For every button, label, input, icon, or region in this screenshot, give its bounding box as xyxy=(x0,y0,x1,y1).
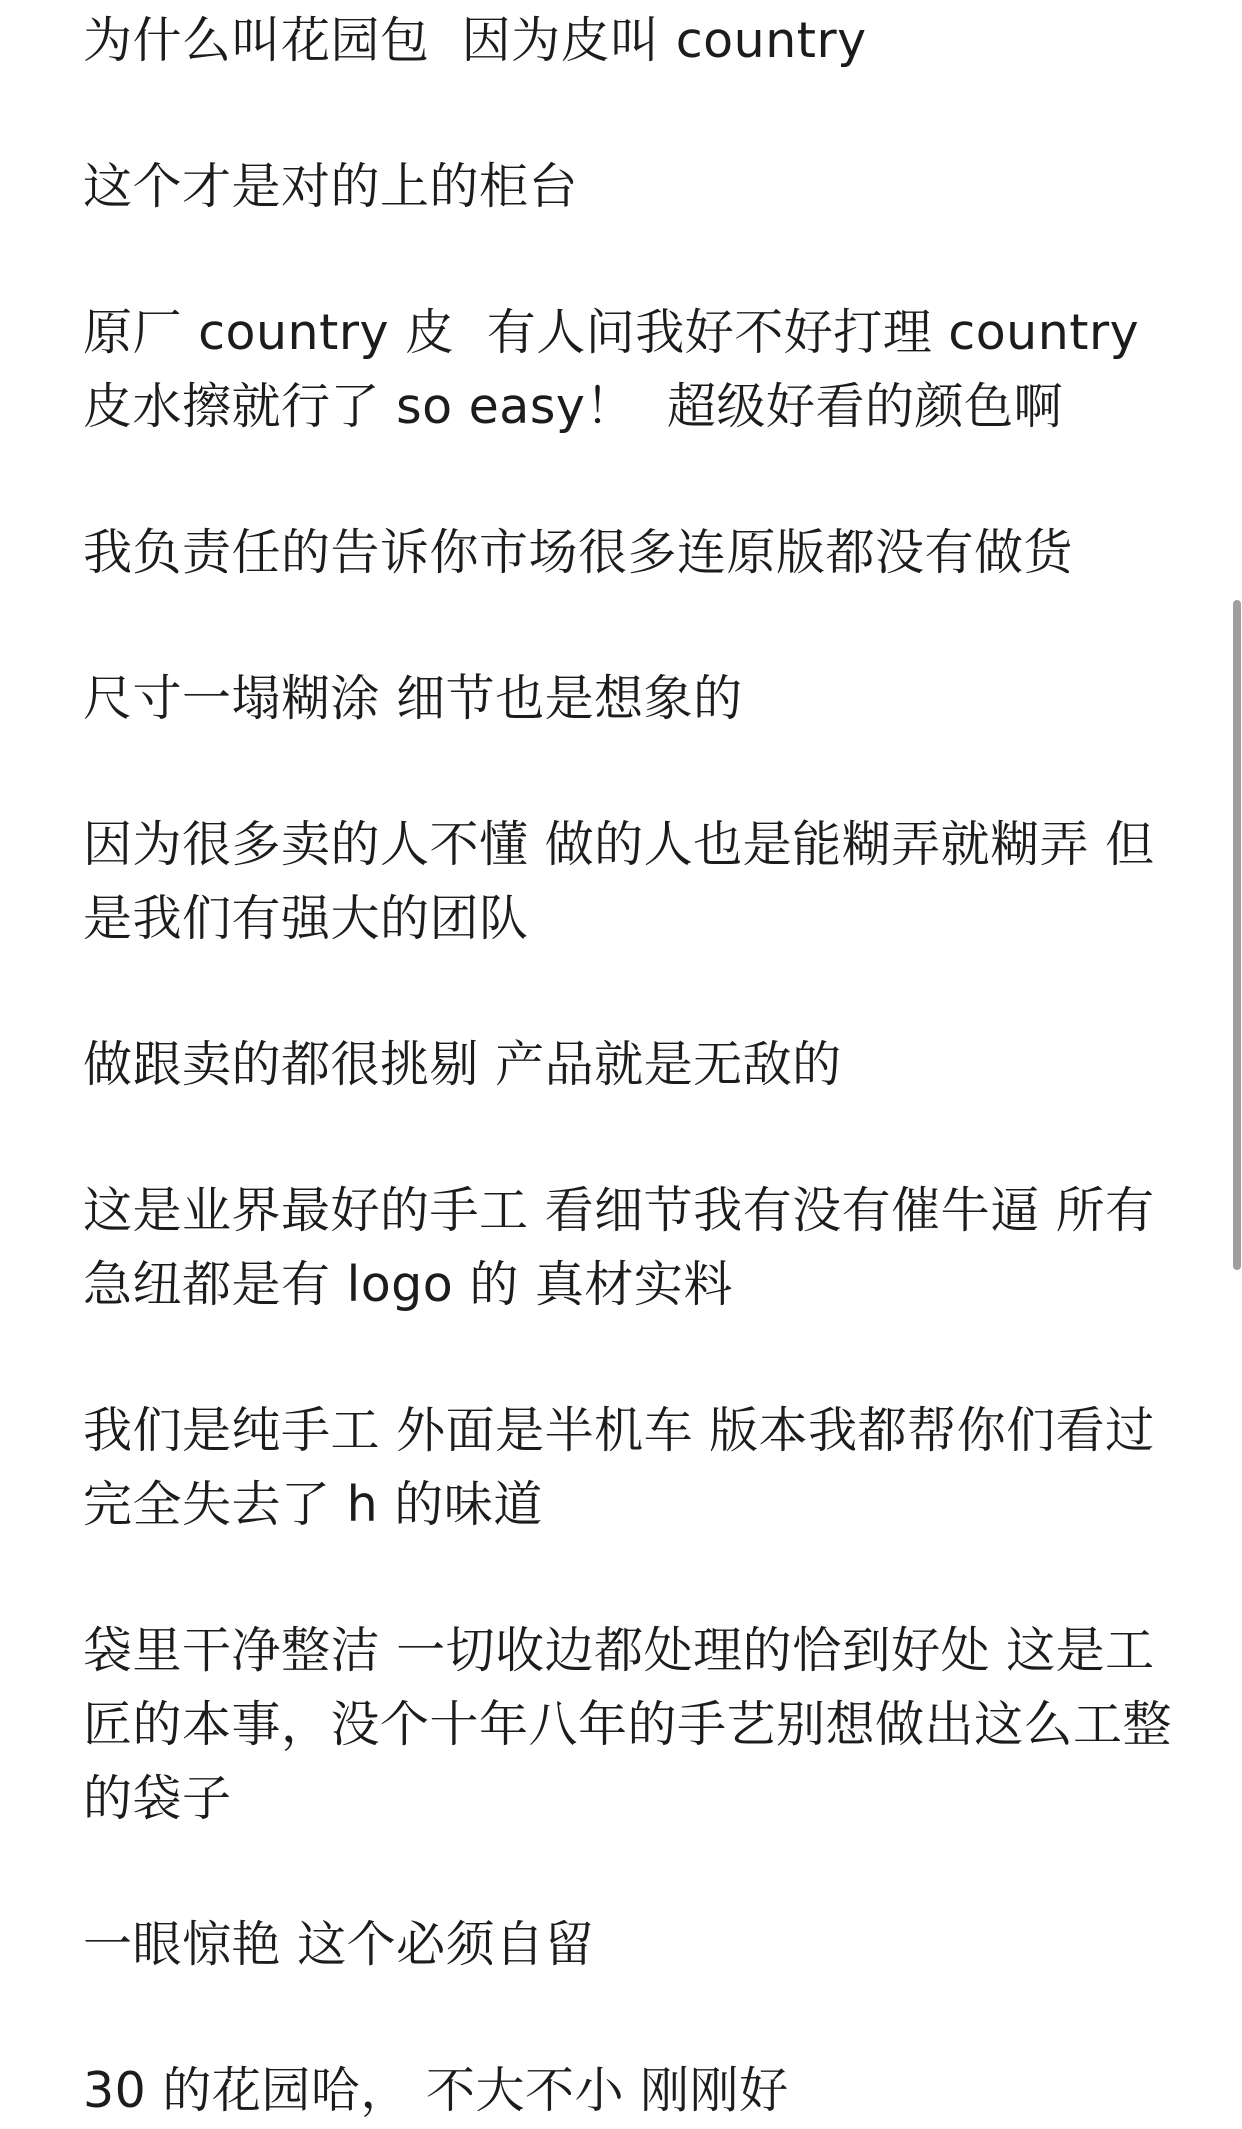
text-paragraph-1: 为什么叫花园包 因为皮叫 country xyxy=(83,12,867,69)
text-paragraph-6: 因为很多卖的人不懂 做的人也是能糊弄就糊弄 但是我们有强大的团队 xyxy=(83,816,1155,947)
text-paragraph-8: 这是业界最好的手工 看细节我有没有催牛逼 所有急纽都是有 logo 的 真材实料 xyxy=(83,1182,1155,1313)
text-paragraph-12: 30 的花园哈， 不大不小 刚刚好 xyxy=(83,2062,789,2119)
text-paragraph-5: 尺寸一塌糊涂 细节也是想象的 xyxy=(83,670,743,727)
text-paragraph-10: 袋里干净整洁 一切收边都处理的恰到好处 这是工匠的本事，没个十年八年的手艺别想做出这么工整的袋子 xyxy=(83,1622,1173,1827)
text-paragraph-2: 这个才是对的上的柜台 xyxy=(83,158,579,215)
text-paragraph-11: 一眼惊艳 这个必须自留 xyxy=(83,1916,595,1973)
text-paragraph-9: 我们是纯手工 外面是半机车 版本我都帮你们看过 完全失去了 h 的味道 xyxy=(83,1402,1171,1533)
text-paragraph-4: 我负责任的告诉你市场很多连原版都没有做货 xyxy=(83,524,1074,581)
text-paragraph-7: 做跟卖的都很挑剔 产品就是无敌的 xyxy=(83,1036,842,1093)
vertical-scrollbar[interactable] xyxy=(1233,600,1241,1270)
text-paragraph-3: 原厂 country 皮 有人问我好不好打理 country 皮水擦就行了 so easy！ 超级好看的颜色啊 xyxy=(83,304,1156,435)
